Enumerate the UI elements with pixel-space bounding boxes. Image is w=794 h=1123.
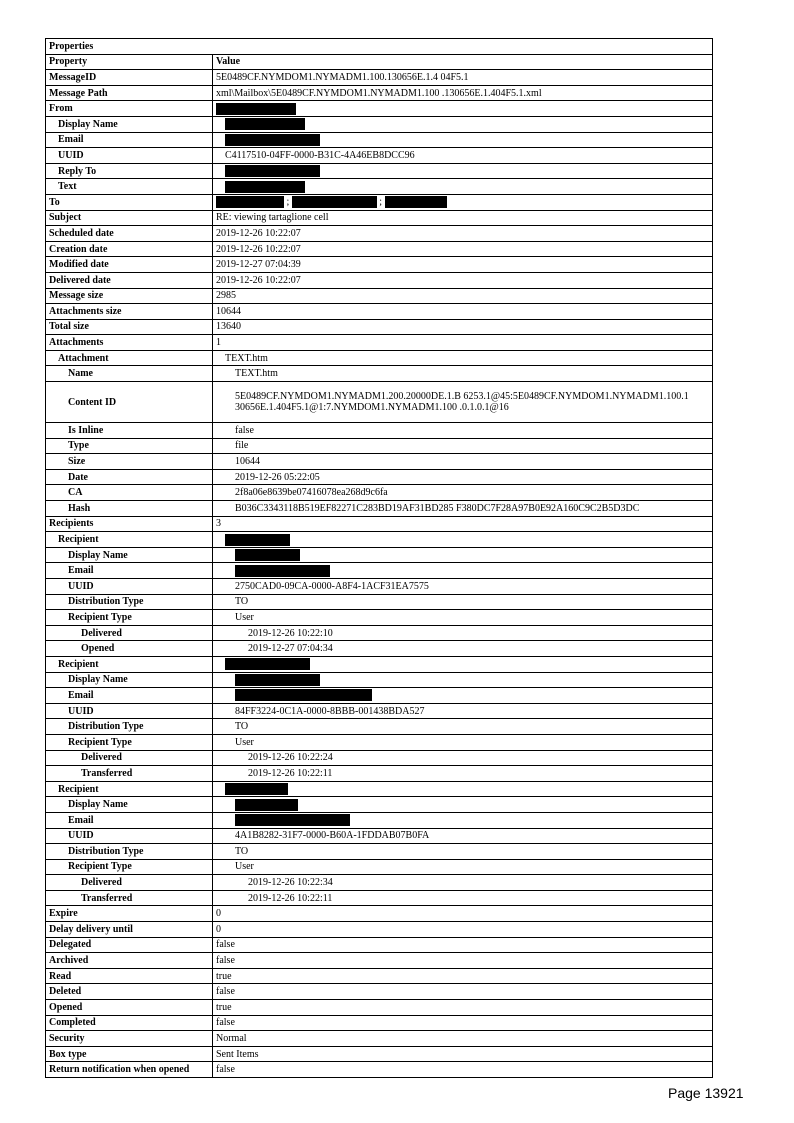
redaction-block <box>216 103 296 115</box>
property-label: Email <box>46 812 213 828</box>
property-value: 84FF3224-0C1A-0000-8BBB-001438BDA527 <box>213 703 713 719</box>
property-value: User <box>213 610 713 626</box>
property-label: Recipient Type <box>46 859 213 875</box>
table-row <box>46 163 713 179</box>
table-row <box>46 438 713 454</box>
property-label: To <box>46 194 213 210</box>
property-label: Recipients <box>46 516 213 532</box>
table-row <box>46 1062 713 1078</box>
table-row <box>46 210 713 226</box>
property-label: Recipient <box>46 656 213 672</box>
table-row <box>46 454 713 470</box>
property-value: TO <box>213 719 713 735</box>
property-label: Subject <box>46 210 213 226</box>
table-row <box>46 132 713 148</box>
property-value: 2019-12-26 10:22:07 <box>213 241 713 257</box>
table-row <box>46 70 713 86</box>
table-row <box>46 828 713 844</box>
property-value <box>213 672 713 688</box>
property-value: 0 <box>213 922 713 938</box>
table-row <box>46 672 713 688</box>
property-value: 2019-12-26 10:22:34 <box>213 875 713 891</box>
property-label: Total size <box>46 319 213 335</box>
header-value: Value <box>213 54 713 70</box>
property-value: TO <box>213 594 713 610</box>
property-label: Recipient <box>46 532 213 548</box>
table-row <box>46 1015 713 1031</box>
property-value: 2019-12-26 10:22:24 <box>213 750 713 766</box>
redaction-block <box>225 165 320 177</box>
property-label: Distribution Type <box>46 719 213 735</box>
property-label: MessageID <box>46 70 213 86</box>
table-row <box>46 844 713 860</box>
table-row <box>46 610 713 626</box>
property-label: Creation date <box>46 241 213 257</box>
property-value <box>213 781 713 797</box>
table-row <box>46 766 713 782</box>
table-row <box>46 148 713 164</box>
table-row <box>46 734 713 750</box>
property-value <box>213 532 713 548</box>
table-row <box>46 890 713 906</box>
property-value: TEXT.htm <box>213 366 713 382</box>
property-label: UUID <box>46 148 213 164</box>
property-value: 2f8a06e8639be07416078ea268d9c6fa <box>213 485 713 501</box>
property-value: TO <box>213 844 713 860</box>
table-row <box>46 906 713 922</box>
page-number: Page 13921 <box>668 1085 744 1101</box>
property-label: Hash <box>46 501 213 517</box>
property-label: Security <box>46 1031 213 1047</box>
property-value <box>213 194 713 210</box>
property-value: RE: viewing tartaglione cell <box>213 210 713 226</box>
table-row <box>46 179 713 195</box>
property-value <box>213 547 713 563</box>
table-row <box>46 257 713 273</box>
property-label: Delay delivery until <box>46 922 213 938</box>
table-row <box>46 968 713 984</box>
property-value: 2019-12-27 07:04:34 <box>213 641 713 657</box>
property-label: Delivered <box>46 625 213 641</box>
property-value: false <box>213 953 713 969</box>
property-value: 5E0489CF.NYMDOM1.NYMADM1.100.130656E.1.4 04F5.1 <box>213 70 713 86</box>
property-label: UUID <box>46 579 213 595</box>
redaction-block <box>225 534 290 546</box>
property-label: Recipient Type <box>46 610 213 626</box>
property-value: 2019-12-26 10:22:07 <box>213 226 713 242</box>
property-value: B036C3343118B519EF82271C283BD19AF31BD285 F380DC7F28A97B0E92A160C9C2B5D3DC <box>213 501 713 517</box>
property-value <box>213 179 713 195</box>
property-label: Type <box>46 438 213 454</box>
property-value: false <box>213 423 713 439</box>
table-row <box>46 501 713 517</box>
table-row <box>46 594 713 610</box>
table-row <box>46 1046 713 1062</box>
table-row <box>46 797 713 813</box>
property-label: Opened <box>46 1000 213 1016</box>
property-value: 2019-12-26 10:22:07 <box>213 272 713 288</box>
property-value: true <box>213 968 713 984</box>
table-row <box>46 937 713 953</box>
table-row <box>46 350 713 366</box>
property-value <box>213 116 713 132</box>
property-value: false <box>213 937 713 953</box>
property-label: Recipient Type <box>46 734 213 750</box>
property-label: Display Name <box>46 797 213 813</box>
redaction-block <box>235 674 320 686</box>
property-value <box>213 688 713 704</box>
property-value: 2985 <box>213 288 713 304</box>
property-label: Is Inline <box>46 423 213 439</box>
property-label: Text <box>46 179 213 195</box>
table-row <box>46 703 713 719</box>
property-value: User <box>213 859 713 875</box>
table-row <box>46 382 713 423</box>
property-value <box>213 797 713 813</box>
table-row <box>46 781 713 797</box>
table-header-row <box>46 54 713 70</box>
table-row <box>46 750 713 766</box>
table-row <box>46 288 713 304</box>
redaction-block <box>225 134 320 146</box>
property-value: 4A1B8282-31F7-0000-B60A-1FDDAB07B0FA <box>213 828 713 844</box>
table-row <box>46 335 713 351</box>
property-label: Delivered <box>46 875 213 891</box>
property-label: Scheduled date <box>46 226 213 242</box>
redaction-block <box>235 799 298 811</box>
property-value <box>213 656 713 672</box>
table-row <box>46 922 713 938</box>
table-row <box>46 469 713 485</box>
property-label: Name <box>46 366 213 382</box>
table-row <box>46 547 713 563</box>
property-value: 2019-12-26 10:22:10 <box>213 625 713 641</box>
property-value <box>213 563 713 579</box>
redaction-block <box>235 814 350 826</box>
redaction-block <box>235 689 372 701</box>
table-row <box>46 423 713 439</box>
property-label: Attachments size <box>46 304 213 320</box>
property-label: Recipient <box>46 781 213 797</box>
table-row <box>46 1000 713 1016</box>
property-label: From <box>46 101 213 117</box>
property-value: 2019-12-27 07:04:39 <box>213 257 713 273</box>
property-label: Transferred <box>46 766 213 782</box>
property-label: Delivered <box>46 750 213 766</box>
table-row <box>46 688 713 704</box>
property-value <box>213 101 713 117</box>
property-label: Expire <box>46 906 213 922</box>
table-row <box>46 304 713 320</box>
property-label: UUID <box>46 828 213 844</box>
table-row <box>46 101 713 117</box>
property-label: Return notification when opened <box>46 1062 213 1078</box>
property-value: 2750CAD0-09CA-0000-A8F4-1ACF31EA7575 <box>213 579 713 595</box>
table-row <box>46 719 713 735</box>
table-row <box>46 1031 713 1047</box>
property-label: Archived <box>46 953 213 969</box>
table-title: Properties <box>46 39 713 55</box>
table-row <box>46 984 713 1000</box>
property-label: Distribution Type <box>46 844 213 860</box>
table-row <box>46 85 713 101</box>
property-value: false <box>213 984 713 1000</box>
table-row <box>46 656 713 672</box>
property-value <box>213 132 713 148</box>
property-value: 2019-12-26 10:22:11 <box>213 890 713 906</box>
redaction-block <box>292 196 377 208</box>
property-label: Attachment <box>46 350 213 366</box>
property-label: Display Name <box>46 547 213 563</box>
property-label: Deleted <box>46 984 213 1000</box>
table-row <box>46 641 713 657</box>
property-value: TEXT.htm <box>213 350 713 366</box>
table-title-row <box>46 39 713 55</box>
header-property: Property <box>46 54 213 70</box>
property-label: Message size <box>46 288 213 304</box>
property-value: 2019-12-26 05:22:05 <box>213 469 713 485</box>
property-value: xml\Mailbox\5E0489CF.NYMDOM1.NYMADM1.100 .130656E.1.404F5.1.xml <box>213 85 713 101</box>
property-label: Date <box>46 469 213 485</box>
table-row <box>46 366 713 382</box>
property-value: 1 <box>213 335 713 351</box>
separator: ; <box>284 196 292 208</box>
property-label: Display Name <box>46 116 213 132</box>
property-label: Box type <box>46 1046 213 1062</box>
table-row <box>46 579 713 595</box>
property-value: 10644 <box>213 454 713 470</box>
property-value: false <box>213 1015 713 1031</box>
property-label: Message Path <box>46 85 213 101</box>
redaction-block <box>225 181 305 193</box>
property-label: UUID <box>46 703 213 719</box>
property-value: User <box>213 734 713 750</box>
property-label: Email <box>46 688 213 704</box>
properties-table <box>45 38 713 1078</box>
table-row <box>46 194 713 210</box>
property-value: Normal <box>213 1031 713 1047</box>
property-label: Read <box>46 968 213 984</box>
property-label: Distribution Type <box>46 594 213 610</box>
property-label: Size <box>46 454 213 470</box>
table-row <box>46 226 713 242</box>
property-label: CA <box>46 485 213 501</box>
property-value: Sent Items <box>213 1046 713 1062</box>
table-row <box>46 953 713 969</box>
table-row <box>46 485 713 501</box>
property-label: Opened <box>46 641 213 657</box>
table-row <box>46 625 713 641</box>
property-value: C4117510-04FF-0000-B31C-4A46EB8DCC96 <box>213 148 713 164</box>
property-label: Content ID <box>46 382 213 423</box>
redaction-block <box>225 118 305 130</box>
table-row <box>46 319 713 335</box>
table-row <box>46 241 713 257</box>
table-row <box>46 875 713 891</box>
table-row <box>46 532 713 548</box>
table-row <box>46 516 713 532</box>
property-value: false <box>213 1062 713 1078</box>
property-label: Email <box>46 563 213 579</box>
property-value: true <box>213 1000 713 1016</box>
redaction-block <box>216 196 284 208</box>
property-label: Modified date <box>46 257 213 273</box>
property-value: 2019-12-26 10:22:11 <box>213 766 713 782</box>
property-label: Reply To <box>46 163 213 179</box>
property-value: 0 <box>213 906 713 922</box>
table-row <box>46 272 713 288</box>
property-value <box>213 812 713 828</box>
property-label: Display Name <box>46 672 213 688</box>
redaction-block <box>225 783 288 795</box>
property-value: 3 <box>213 516 713 532</box>
table-row <box>46 812 713 828</box>
property-value: 10644 <box>213 304 713 320</box>
property-label: Email <box>46 132 213 148</box>
redaction-block <box>385 196 447 208</box>
property-value: file <box>213 438 713 454</box>
table-row <box>46 563 713 579</box>
separator: ; <box>376 196 385 208</box>
property-label: Attachments <box>46 335 213 351</box>
property-label: Delegated <box>46 937 213 953</box>
redaction-block <box>235 565 330 577</box>
property-label: Delivered date <box>46 272 213 288</box>
table-row <box>46 116 713 132</box>
redaction-block <box>225 658 310 670</box>
property-value <box>213 163 713 179</box>
redaction-block <box>235 549 300 561</box>
table-row <box>46 859 713 875</box>
property-value: 13640 <box>213 319 713 335</box>
property-value: 5E0489CF.NYMDOM1.NYMADM1.200.20000DE.1.B 6253.1@45:5E0489CF.NYMDOM1.NYMADM1.100.1 30656E.1.404F5.1@1:7.NYMDOM1.NYMADM1.100 .0.1.0.1@16 <box>213 382 713 423</box>
property-label: Completed <box>46 1015 213 1031</box>
property-label: Transferred <box>46 890 213 906</box>
